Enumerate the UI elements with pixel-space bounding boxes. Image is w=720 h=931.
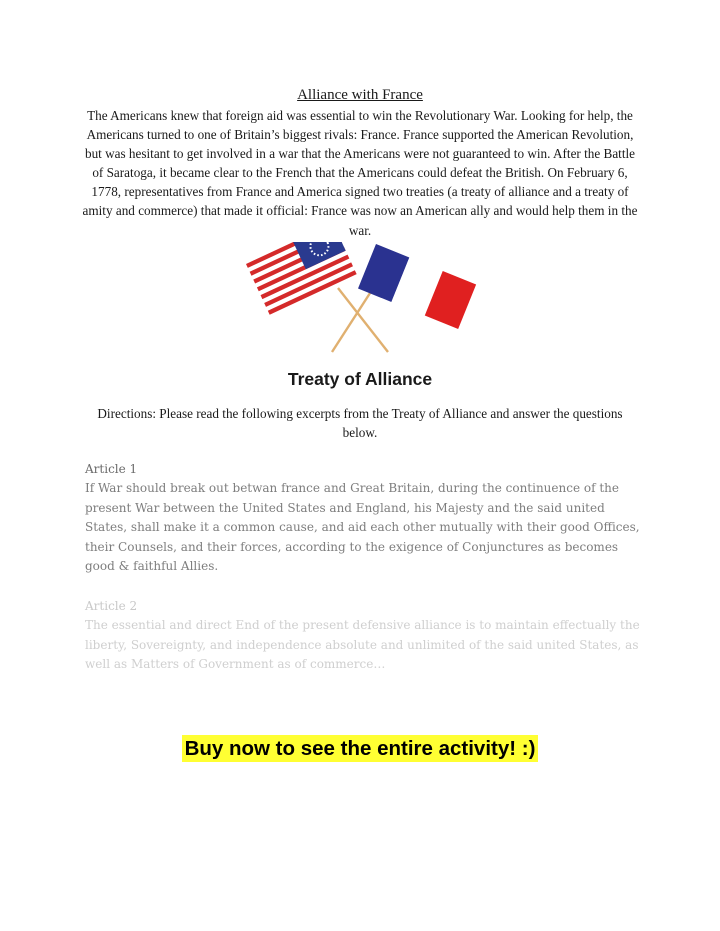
article-2: [85, 597, 645, 675]
article-title: Article 2: [85, 599, 138, 613]
intro-paragraph: The Americans knew that foreign aid was essential to win the Revolutionary War. Looking for help, the Americans turned to one of Britain’s biggest rivals: France. France supported the American Revolution, but was hesitant to get involved in a war that the Americans were not guaranteed to win. After the Battle of Saratoga, it became clear to the French that the Americans could defeat the British. On February 6, 1778, representatives from France and America signed two treaties (a treaty of alliance and a treaty of amity and commerce) that made it official: France was now an American ally and would help them in the war.: [82, 108, 638, 238]
us-flag-pole: [338, 288, 388, 352]
page-heading: Alliance with France: [297, 87, 423, 103]
article-1: [85, 460, 645, 576]
france-flag: [358, 244, 476, 329]
us-flag: [246, 242, 357, 315]
call-to-action-text: Buy now to see the entire activity! :): [182, 735, 539, 762]
article-body: If War should break out betwan france and Great Britain, during the continuence of the present War between the United States and England, his Majesty and the said united States, shall make it a common cause, and aid each other mutually with their good Offices, their Counsels, and their forces, according to the exigence of Conjunctures as becomes good & faithful Allies.: [85, 481, 640, 574]
call-to-action: [0, 735, 720, 763]
treaty-title: Treaty of Alliance: [287, 369, 433, 389]
article-title: Article 1: [85, 462, 138, 476]
crossed-flags-us-france-icon: [240, 242, 480, 354]
france-flag-pole: [332, 290, 372, 352]
directions-text: Directions: Please read the following excerpts from the Treaty of Alliance and answer the questions below.: [97, 406, 623, 440]
article-body: The essential and direct End of the present defensive alliance is to maintain effectually the liberty, Sovereignty, and independence absolute and unlimited of the said united States, as well as Matters of Government as of commerce…: [85, 618, 640, 672]
